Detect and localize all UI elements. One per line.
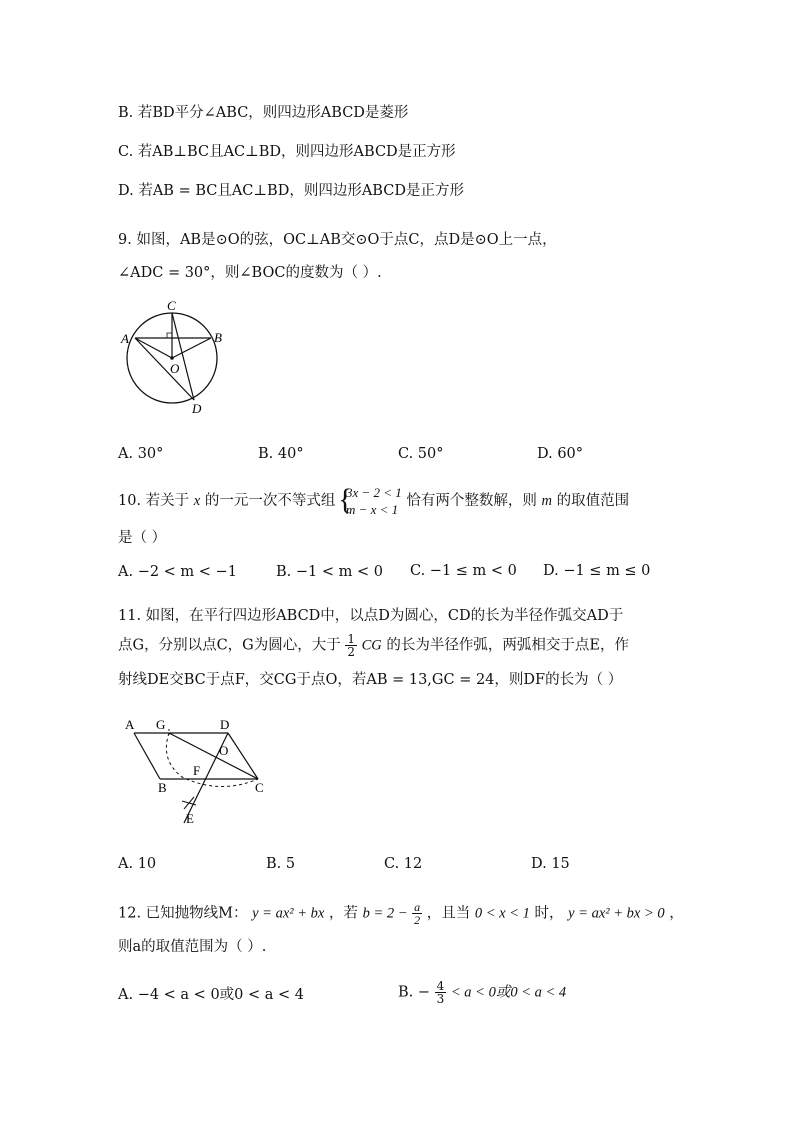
q11-line2-pre: 点G，分别以点C，G为圆心，大于 [118, 637, 341, 654]
label-c: C [255, 780, 264, 795]
q11-line2-post: 的长为半径作弧，两弧相交于点E，作 [386, 637, 629, 654]
label-c: C [167, 300, 176, 313]
q12-option-a: A. −4 < a < 0或0 < a < 4 [118, 987, 305, 1003]
q9-stem-line2: ∠ADC = 30°，则∠BOC的度数为（ ）. [118, 265, 382, 281]
q12-option-b-fraction [435, 980, 447, 1005]
q12-frac-den: 2 [414, 913, 421, 927]
q9-option-a: A. 30° [118, 446, 164, 462]
q12-option-b-num: 4 [436, 979, 445, 993]
label-f: F [193, 763, 201, 778]
q12-mid3: 时， [534, 905, 564, 922]
label-a: A [125, 717, 135, 732]
q12-option-b-prefix: B. [398, 984, 414, 1001]
q11-stem-line3: 射线DE交BC于点F，交CG于点O，若AB = 13,GC = 24，则DF的长为（ ） [118, 672, 623, 688]
q12-fraction-a-half [412, 901, 422, 926]
q9-option-c: C. 50° [398, 446, 444, 462]
segment-gc [169, 733, 258, 779]
q10-ineq-2: m − x < 1 [345, 502, 399, 517]
label-d: D [220, 717, 230, 732]
q12-eq2: y = ax² + bx > 0 [568, 905, 665, 922]
q12-eq1: y = ax² + bx [252, 905, 325, 922]
q10-option-d: D. −1 ≤ m ≤ 0 [543, 563, 651, 579]
label-a: A [121, 331, 129, 346]
q10-option-b: B. −1 < m < 0 [276, 564, 383, 580]
q12-stem-line2: 则a的取值范围为（ ）. [118, 939, 267, 955]
q9-option-b: B. 40° [258, 446, 304, 462]
q12-range: 0 < x < 1 [474, 905, 530, 922]
label-o: O [170, 361, 180, 376]
q8-option-c: C. 若AB⊥BC且AC⊥BD，则四边形ABCD是正方形 [118, 144, 456, 160]
q12-pre: 12. 已知抛物线M： [118, 905, 248, 922]
q11-cg: CG [361, 637, 382, 654]
q10-pre: 10. 若关于 [118, 493, 190, 509]
q12-end: ， [669, 905, 684, 922]
q11-frac-den: 2 [347, 645, 356, 659]
q9-stem-line1: 9. 如图，AB是⊙O的弦，OC⊥AB交⊙O于点C，点D是⊙O上一点， [118, 232, 557, 248]
q12-option-b-rest: < a < 0或0 < a < 4 [450, 984, 567, 1001]
q12-option-b-den: 3 [436, 992, 445, 1006]
q12-cond-b: b = 2 − [362, 905, 408, 922]
q11-fraction-half [345, 633, 357, 658]
q10-post1: 恰有两个整数解，则 [406, 493, 537, 509]
q11-parallelogram-figure [120, 715, 280, 827]
q10-var-x: x [193, 493, 201, 509]
q12-option-b-minus: − [417, 984, 431, 1001]
q11-stem-line1: 11. 如图，在平行四边形ABCD中，以点D为圆心，CD的长为半径作弧交AD于 [118, 608, 624, 624]
q11-option-d: D. 15 [531, 856, 570, 872]
q9-option-d: D. 60° [537, 446, 584, 462]
label-d: D [192, 401, 202, 416]
q10-ineq-1: { 3x − 2 < 1 [345, 485, 402, 500]
label-o: O [219, 743, 229, 758]
q10-option-a: A. −2 < m < −1 [118, 564, 237, 580]
q12-frac-num: a [414, 900, 421, 914]
q11-option-a: A. 10 [118, 856, 157, 872]
q10-mid: 的一元一次不等式组 [204, 493, 336, 509]
q11-frac-num: 1 [347, 632, 356, 646]
q12-option-b [398, 980, 566, 1005]
q12-mid2: ，且当 [426, 905, 471, 922]
q10-inequality-system [340, 484, 402, 518]
label-e: E [186, 811, 194, 826]
q12-stem-line1 [118, 901, 684, 926]
label-b: B [214, 330, 222, 345]
side-dc [228, 733, 258, 779]
q11-stem-line2 [118, 633, 629, 658]
q8-option-d: D. 若AB = BC且AC⊥BD，则四边形ABCD是正方形 [118, 183, 464, 199]
label-b: B [158, 780, 167, 795]
q10-post2: 的取值范围 [556, 493, 630, 509]
q10-stem-line2: 是（ ） [118, 530, 167, 546]
q12-mid1: ，若 [328, 905, 358, 922]
q10-option-c: C. −1 ≤ m < 0 [410, 563, 517, 579]
q8-option-b: B. 若BD平分∠ABC，则四边形ABCD是菱形 [118, 105, 409, 121]
q11-option-b: B. 5 [266, 856, 296, 872]
side-ab [134, 733, 160, 779]
q10-var-m: m [541, 493, 552, 509]
label-g: G [156, 717, 166, 732]
q10-stem-line1 [118, 484, 629, 518]
q11-option-c: C. 12 [384, 856, 423, 872]
q9-circle-figure [116, 300, 228, 418]
